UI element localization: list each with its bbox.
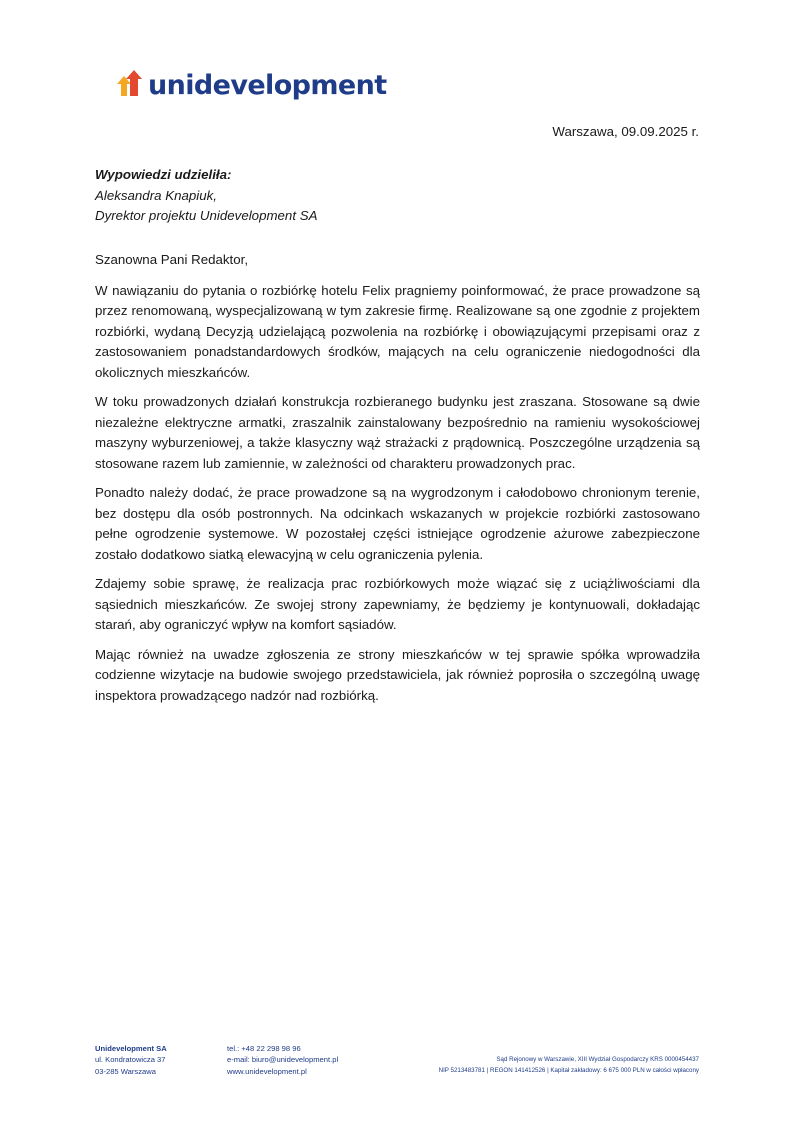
footer-company: Unidevelopment SA [95,1044,167,1053]
paragraph: W nawiązaniu do pytania o rozbiórkę hotelu Felix pragniemy poinformować, że prace prowadzone są przez renomowaną, wyspecjalizowaną w tym zakresie firmę. Realizowane są one zgodnie z projektem rozbiórki, wydaną Decyzją udzielającą pozwolenia na rozbiórkę i obowiązującymi przepisami oraz z zastosowaniem ponadstandardowych środków, mających na celu ograniczenie niedogodności dla okolicznych mieszkańców. [95,282,700,380]
signer-role: Dyrektor projektu Unidevelopment SA [95,208,318,223]
signer-block [95,165,317,227]
logo-arrows-icon [116,68,146,96]
letter-date: Warszawa, 09.09.2025 r. [552,124,699,139]
footer-court: Sąd Rejonowy w Warszawie, XIII Wydział Gospodarczy KRS 0000454437 [496,1056,699,1063]
footer-ids: NIP 5213483781 | REGON 141412526 | Kapitał zakładowy: 6 675 000 PLN w całości wpłacony [438,1067,699,1075]
letter-body [95,250,700,715]
company-logo [116,68,387,101]
footer-city: 03-285 Warszawa [95,1066,156,1076]
footer-street: ul. Kondratowicza 37 [95,1055,166,1065]
footer-contact [227,1043,338,1077]
paragraph: Zdajemy sobie sprawę, że realizacja prac rozbiórkowych może wiązać się z uciążliwościami dla sąsiednich mieszkańców. Ze swojej strony zapewniamy, że będziemy je kontynuowali, dokładając starań, aby ograniczyć wpływ na komfort sąsiadów. [95,576,700,632]
footer-legal [439,1054,699,1077]
footer-tel: tel.: +48 22 298 98 96 [227,1044,301,1053]
footer-email[interactable]: e-mail: biuro@unidevelopment.pl [227,1055,339,1065]
signer-heading: Wypowiedzi udzieliła: [95,167,232,182]
paragraph: Mając również na uwadze zgłoszenia ze strony mieszkańców w tej sprawie spółka wprowadziła codzienne wizytacje na budowie swojego przedstawiciela, jak również poprosiła o szczególną uwagę inspektora prowadzącego nadzór nad rozbiórką. [95,646,700,703]
logo-wordmark: unidevelopment [148,70,387,101]
signer-name: Aleksandra Knapiuk, [95,187,217,203]
footer-address [95,1043,167,1077]
footer-web[interactable]: www.unidevelopment.pl [227,1066,307,1076]
paragraph: Ponadto należy dodać, że prace prowadzone są na wygrodzonym i całodobowo chronionym terenie, bez dostępu dla osób postronnych. Na odcinkach wskazanych w projekcie rozbiórki zastosowano pełne ogrodzenie systemowe. W pozostałej części istniejące ogrodzenie ażurowe zabezpieczone zostało dodatkowo siatką elewacyjną w celu ograniczenia pylenia. [95,485,700,562]
paragraph: W toku prowadzonych działań konstrukcja rozbieranego budynku jest zraszana. Stosowane są dwie niezależne elektryczne armatki, zraszalnik zainstalowany bezpośrednio na ramieniu wysokościowej maszyny wyburzeniowej, a także klasyczny wąż strażacki z prądownicą. Poszczególne urządzenia są stosowane razem lub zamiennie, w zależności od charakteru prowadzonych prac. [95,394,700,471]
greeting: Szanowna Pani Redaktor, [95,252,249,267]
